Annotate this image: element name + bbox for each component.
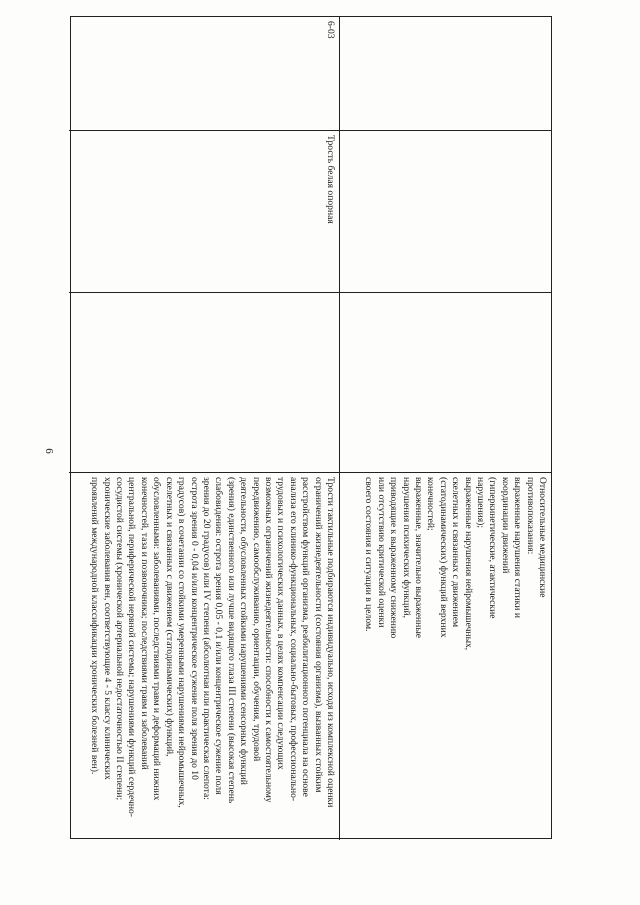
page-number: 6: [42, 448, 55, 454]
row2-text-line: сосудистой системы (хронической артериальной недостаточностью II степени;: [114, 477, 126, 801]
row2-name: Трость белая опорная: [325, 135, 336, 224]
row1-text-line: (гиперкинетические, атактические: [487, 477, 499, 619]
row1-text-line: скелетных и связанных с движением: [450, 477, 462, 628]
row2-text-line: центральной, периферической нервной системы; нарушениями функций сердечно-: [126, 477, 138, 817]
row2-text-line: (зрения) единственного или лучше видящего глаза III степени (высокая степень: [225, 477, 237, 804]
row1-name-cell: [339, 131, 551, 293]
row1-text-line: выраженные нарушения статики и: [512, 477, 524, 618]
row1-text-line: приводящие к выраженному снижению: [388, 477, 400, 639]
row1-text-line: или отсутствию критической оценки: [375, 477, 387, 628]
row1-text-line: (статодинамических) функций верхних: [437, 477, 449, 638]
row2-note-cell: [69, 293, 339, 473]
row2-code-cell: [69, 17, 339, 131]
row2-text-cell: [69, 473, 339, 840]
row1-text-line: нарушения психических функций,: [400, 477, 412, 618]
equipment-table: [70, 16, 552, 839]
row2-text-line: трудовых и психологических данных, в целях компенсации следующих: [275, 477, 287, 770]
row1-text-cell: [339, 473, 551, 840]
row1-text-line: противопоказания:: [524, 477, 536, 555]
row2-text-line: деятельности, обусловленных стойкими нарушениями сенсорных функций: [238, 477, 250, 785]
row2-text-line: слабовидения: острота зрения 0,05 - 0,1 и/или концентрическое сужение поля: [213, 477, 225, 795]
row2-text-line: проявлений международной классификации хронических болезней вен).: [89, 477, 101, 775]
row2-text-line: обусловленными: заболеваниями, последствиями травм и деформаций нижних: [151, 477, 163, 801]
rotated-table-frame: [70, 16, 552, 839]
row2-text-line: зрения до 20 градусов) или IV степени (абсолютная или практическая слепота:: [200, 477, 212, 800]
row1-text-line: нарушения);: [474, 477, 486, 529]
row2-code: 6-03: [325, 21, 336, 39]
row2-text-line: скелетных и связанных с движением (статодинамических) функций,: [163, 477, 175, 757]
row2-text-line: возможных ограничений жизнедеятельности: способности к самостоятельному: [262, 477, 274, 803]
row2-text-line: градусов) в сочетании со стойкими умеренными нарушениями нейромышечных,: [176, 477, 188, 808]
row2-text-line: ограничений жизнедеятельности (состояния организма), вызванных стойким: [312, 477, 324, 793]
row1-text-line: Относительные медицинские: [537, 477, 548, 598]
row1-text-line: координации движений: [499, 477, 511, 574]
row2-text-line: передвижению, самообслуживанию, ориентации, обучения, трудовой: [250, 477, 262, 762]
row2-text-line: расстройством функций организма, реабилитационного потенциала на основе: [300, 477, 312, 797]
row2-text-line: конечностей, таза и позвоночника; последствиями травм и заболеваний: [138, 477, 150, 770]
row1-text-line: конечностей;: [425, 477, 437, 531]
row2-text-line: Трости тактильные подбираются индивидуально, исходя из комплексной оценки: [325, 477, 336, 808]
row2-text-line: хронические заболевания вен, соответствующие 4 - 5 классу клинических: [101, 477, 113, 780]
row1-text-line: выраженные, значительно выраженные: [412, 477, 424, 639]
row1-code-cell: [339, 17, 551, 131]
row1-text-line: выраженные нарушения нейромышечных,: [462, 477, 474, 651]
row2-text-line: анализа его клинико-функциональных, социально-бытовых, профессионально-: [287, 477, 299, 802]
row2-text-line: острота зрения 0 - 0,04 и/или концентрическое сужение поля зрения до 10: [188, 477, 200, 780]
row1-note-cell: [339, 293, 551, 473]
row1-text-line: своего состояния и ситуации в целом.: [363, 477, 375, 632]
row2-name-cell: [69, 131, 339, 293]
